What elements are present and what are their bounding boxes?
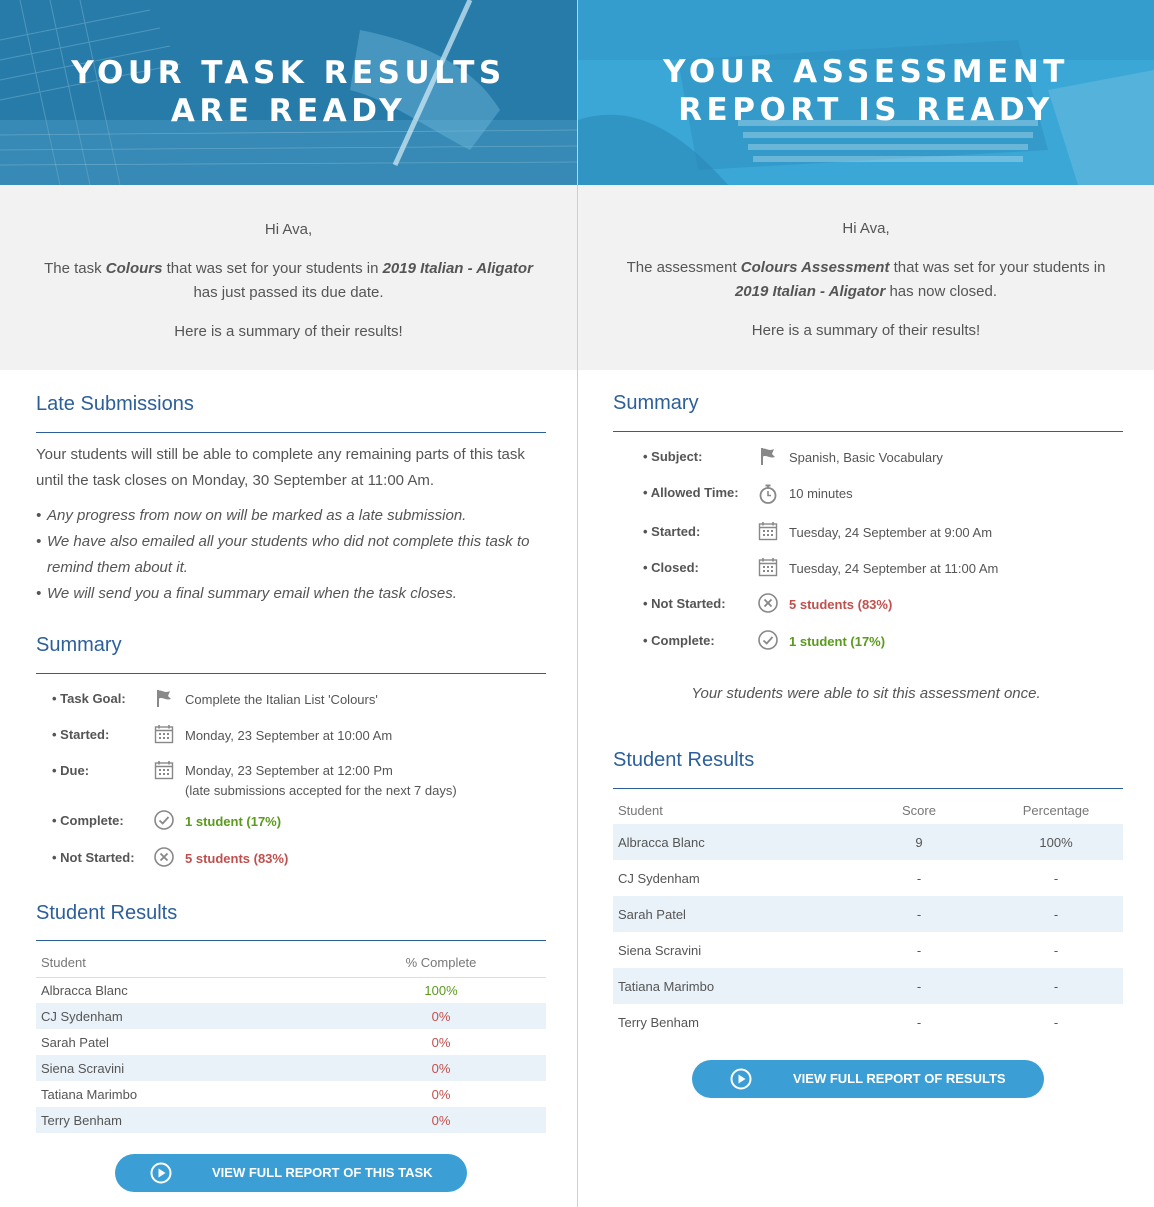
x-circle-icon (153, 846, 175, 868)
divider (613, 788, 1123, 789)
percentage: - (1053, 870, 1059, 886)
play-icon (150, 1162, 172, 1184)
summary-value: Monday, 23 September at 10:00 Am (185, 728, 393, 743)
list-item: • We have also emailed all your students who did not complete this task to remind them about it. (36, 533, 530, 576)
student-name: Albracca Blanc (41, 982, 128, 998)
flag-icon (757, 445, 779, 467)
score: - (916, 870, 922, 886)
flag-icon (153, 687, 175, 709)
summary-value: Tuesday, 24 September at 9:00 Am (789, 525, 993, 540)
list-item: • We will send you a final summary email when the task closes. (36, 585, 457, 602)
table-row (36, 1003, 546, 1029)
summary-label: • Due: (52, 763, 90, 778)
summary-label: • Not Started: (52, 850, 135, 865)
summary-row-started (52, 723, 552, 747)
student-name: Tatiana Marimbo (41, 1086, 138, 1102)
stopwatch-icon (757, 483, 779, 505)
greeting: Hi Ava, (842, 220, 890, 237)
summary-row-complete (643, 629, 1133, 653)
summary-lead: Here is a summary of their results! (751, 322, 981, 339)
table-row (36, 1107, 546, 1133)
summary-value: 1 student (17%) (185, 814, 282, 829)
assessment-intro-text-cont: 2019 Italian - Aligator has now closed. (734, 283, 998, 300)
divider (613, 431, 1123, 432)
task-intro (0, 185, 577, 370)
divider (36, 432, 546, 433)
summary-row-not-started (643, 592, 1133, 616)
attempts-note: Your students were able to sit this assessment once. (691, 685, 1041, 702)
summary-value: 5 students (83%) (185, 851, 289, 866)
task-intro-text: The task Colours that was set for your students in 2019 Italian - Aligator (44, 260, 533, 277)
percentage: 100% (989, 824, 1123, 860)
score: - (916, 942, 922, 958)
student-name: Terry Benham (618, 1014, 699, 1030)
summary-row-closed (643, 556, 1133, 580)
student-name: Terry Benham (36, 1107, 336, 1133)
table-row (613, 1004, 1123, 1040)
table-row (36, 1055, 546, 1081)
check-circle-icon (153, 809, 175, 831)
view-task-report-button[interactable] (115, 1154, 467, 1192)
table-row (613, 896, 1123, 932)
table-row (36, 1029, 546, 1055)
percentage: - (1053, 1014, 1059, 1030)
percentage: - (989, 896, 1123, 932)
assessment-summary-heading: Summary (613, 392, 699, 414)
assessment-hero-banner (578, 0, 1154, 185)
summary-row-task-goal (52, 687, 552, 711)
summary-label: • Closed: (643, 560, 699, 575)
student-name: CJ Sydenham (618, 870, 700, 886)
summary-label: • Allowed Time: (643, 485, 739, 500)
summary-row-subject (643, 445, 1133, 469)
task-intro-text-cont: has just passed its due date. (193, 284, 384, 301)
summary-row-not-started (52, 846, 552, 870)
percent-complete: 0% (431, 1034, 451, 1050)
summary-label: • Subject: (643, 449, 703, 464)
table-row (36, 1081, 546, 1107)
summary-label: • Complete: (52, 813, 124, 828)
calendar-icon (757, 520, 779, 542)
table-row (613, 968, 1123, 1004)
column-header: Student (41, 954, 86, 970)
task-hero-title: YOUR TASK RESULTS ARE READY (71, 55, 506, 129)
assessment-intro-text: The assessment Colours Assessment that was set for your students in (626, 259, 1106, 276)
play-icon (730, 1068, 752, 1090)
student-name: Tatiana Marimbo (613, 968, 849, 1004)
column-header: % Complete (405, 954, 477, 970)
score: - (849, 896, 989, 932)
summary-value: Complete the Italian List 'Colours' (185, 692, 378, 707)
percentage: - (1053, 942, 1059, 958)
table-row (613, 932, 1123, 968)
assessment-results-table (613, 796, 1123, 1040)
percent-complete: 0% (336, 1055, 546, 1081)
x-circle-icon (757, 592, 779, 614)
table-row (613, 824, 1123, 860)
score: - (916, 1014, 922, 1030)
calendar-icon (153, 759, 175, 781)
list-item: • Any progress from now on will be marked as a late submission. (36, 507, 467, 524)
task-results-table (36, 948, 546, 1133)
summary-value: Tuesday, 24 September at 11:00 Am (789, 561, 999, 576)
table-row (613, 860, 1123, 896)
student-name: CJ Sydenham (36, 1003, 336, 1029)
assessment-report-panel (578, 0, 1154, 1207)
summary-label: • Not Started: (643, 596, 726, 611)
table-header-row (613, 796, 1123, 824)
calendar-icon (153, 723, 175, 745)
button-label: VIEW FULL REPORT OF RESULTS (793, 1071, 1006, 1086)
summary-value: 1 student (17%) (789, 634, 886, 649)
column-header: Percentage (1022, 802, 1090, 818)
task-hero-banner (0, 0, 577, 185)
summary-value: Monday, 23 September at 12:00 Pm (late submissions accepted for the next 7 days) (185, 763, 457, 798)
summary-row-started (643, 520, 1133, 544)
table-header-row (36, 948, 546, 977)
percent-complete: 0% (431, 1086, 451, 1102)
summary-value: 5 students (83%) (789, 597, 893, 612)
column-header: Score (902, 802, 936, 818)
summary-label: • Task Goal: (52, 691, 126, 706)
summary-label: • Started: (643, 524, 701, 539)
student-name: Siena Scravini (618, 942, 702, 958)
summary-row-due (52, 759, 552, 799)
student-name: Sarah Patel (613, 896, 849, 932)
percent-complete: 100% (424, 982, 458, 998)
assessment-hero-title: YOUR ASSESSMENT REPORT IS READY (663, 54, 1069, 128)
student-name: Siena Scravini (36, 1055, 336, 1081)
assessment-intro (578, 185, 1154, 370)
divider (36, 673, 546, 674)
percent-complete: 0% (336, 1003, 546, 1029)
student-name: Albracca Blanc (613, 824, 849, 860)
student-name: Sarah Patel (41, 1034, 109, 1050)
summary-row-allowed-time (643, 481, 1133, 505)
late-submissions-text: Your students will still be able to complete any remaining parts of this task until the task closes on Monday, 30 September at 11:00 Am. (36, 446, 525, 489)
view-results-report-button[interactable] (692, 1060, 1044, 1098)
summary-label: • Complete: (643, 633, 715, 648)
late-submissions-bullets (36, 503, 556, 607)
table-row (36, 977, 546, 1003)
summary-row-complete (52, 809, 552, 833)
score: - (849, 968, 989, 1004)
summary-value: Spanish, Basic Vocabulary (789, 450, 943, 465)
percent-complete: 0% (336, 1107, 546, 1133)
calendar-icon (757, 556, 779, 578)
late-submissions-heading: Late Submissions (36, 393, 194, 415)
assessment-results-heading: Student Results (613, 749, 755, 771)
score: 9 (849, 824, 989, 860)
button-label: VIEW FULL REPORT OF THIS TASK (212, 1165, 433, 1180)
task-results-heading: Student Results (36, 902, 178, 924)
summary-value: 10 minutes (789, 486, 853, 501)
summary-label: • Started: (52, 727, 110, 742)
check-circle-icon (757, 629, 779, 651)
divider (36, 940, 546, 941)
greeting: Hi Ava, (264, 221, 313, 238)
column-header: Student (618, 802, 663, 818)
percentage: - (989, 968, 1123, 1004)
task-summary-heading: Summary (36, 634, 122, 656)
summary-lead: Here is a summary of their results! (174, 323, 403, 340)
